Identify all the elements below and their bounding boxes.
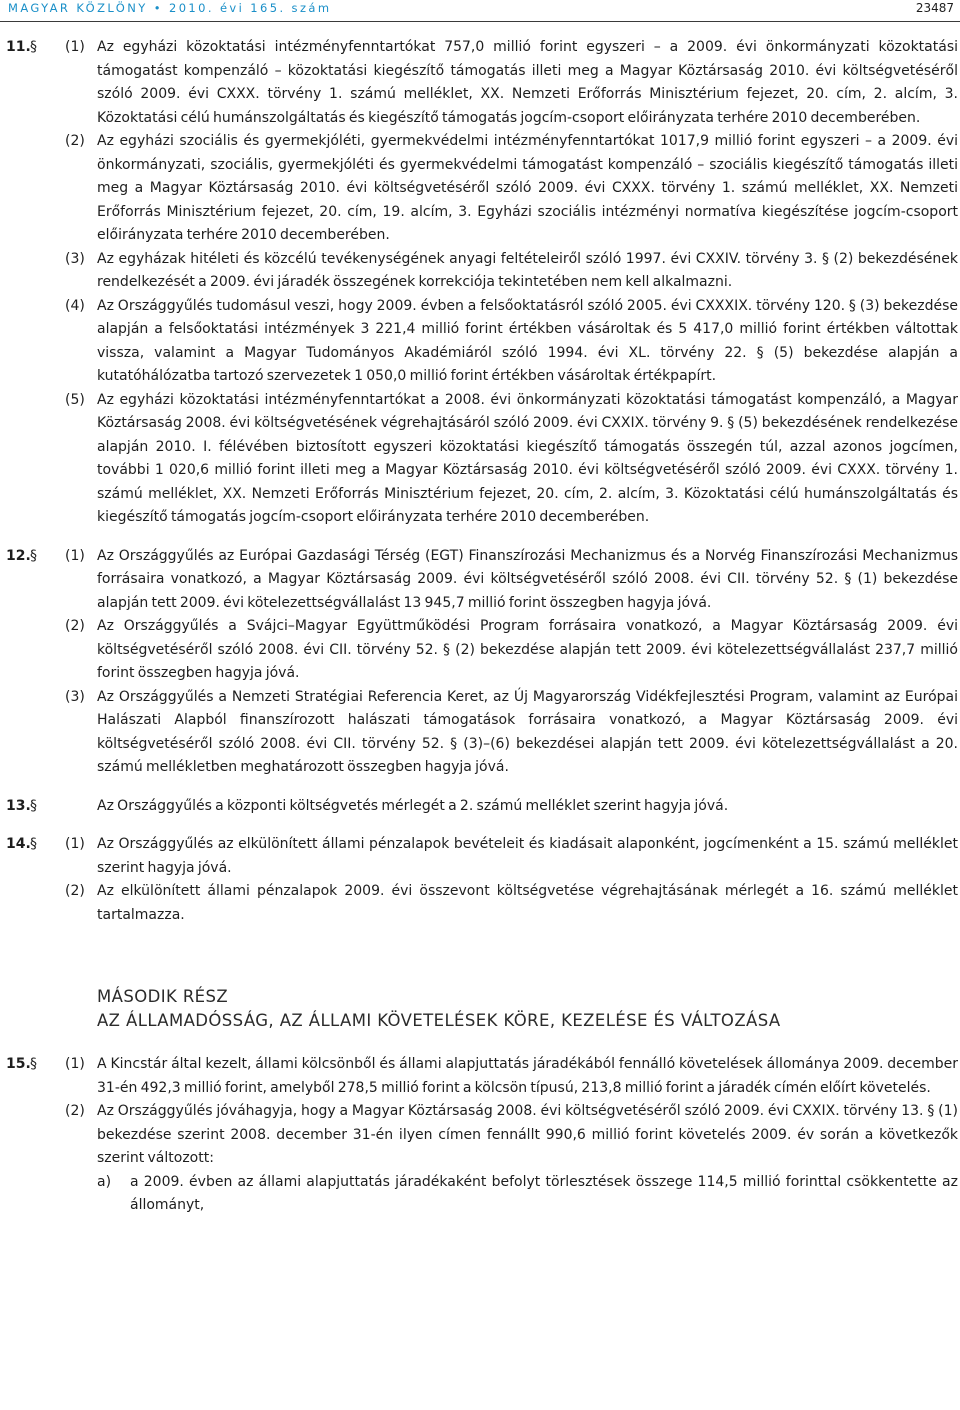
part-title: AZ ÁLLAMADÓSSÁG, AZ ÁLLAMI KÖVETELÉSEK KÖRE, KEZELÉSE ÉS VÁLTOZÁSA <box>97 1011 781 1030</box>
paragraph-text: Az Országgyűlés az elkülönített állami pénzalapok bevételeit és kiadásait alaponként, jogcímenként a 15. számú melléklet szerint hagyja jóvá. <box>97 836 958 876</box>
document-body <box>0 36 960 1218</box>
paragraph <box>65 686 958 780</box>
paragraph-number: (3) <box>65 688 85 705</box>
paragraph-text: Az Országgyűlés a Svájci–Magyar Együttműködési Program forrásaira vonatkozó, a Magyar Köztársaság 2009. évi költségvetéséről szóló 2008. évi CII. törvény 52. § (2) bekezdése alapján tett 2009. évi kötelezettségvállalást 237,7 millió forint összegben hagyja jóvá. <box>97 618 958 681</box>
paragraph-number: (4) <box>65 297 85 314</box>
journal-title: MAGYAR KÖZLÖNY • 2010. évi 165. szám <box>8 1 332 15</box>
paragraph-number: (1) <box>65 39 85 55</box>
section-symbol: § <box>30 797 37 814</box>
paragraph <box>65 545 958 616</box>
paragraph <box>97 795 958 819</box>
paragraph-number: (3) <box>65 250 85 267</box>
paragraph-text: Az Országgyűlés a központi költségvetés mérlegét a 2. számú melléklet szerint hagyja jóvá. <box>97 797 729 814</box>
list-item-label: a) <box>97 1173 112 1190</box>
paragraph <box>65 36 958 130</box>
paragraph <box>65 389 958 530</box>
section-number: 12. <box>6 547 31 564</box>
header-rule <box>0 21 960 22</box>
paragraph-text: Az Országgyűlés a Nemzeti Stratégiai Referencia Keret, az Új Magyarország Vidékfejlesztési Program, valamint az Európai Halászati Alapból finanszírozott halászati támogatások forrásaira vonatkozó, a Magyar Köztársaság 2009. évi költségvetéséről szóló 2008. évi CII. törvény 52. § (3)–(6) bekezdései alapján tett 2009. évi kötelezettségvállalást a 20. számú mellékletben meghatározott összegben hagyja jóvá. <box>97 688 958 775</box>
paragraph-number: (2) <box>65 883 85 899</box>
list-item-text: a 2009. évben az állami alapjuttatás járadékaként befolyt törlesztések összege 114,5 millió forinttal csökkentette az állományt, <box>130 1173 958 1213</box>
section-11 <box>0 36 960 530</box>
paragraph <box>65 1100 958 1218</box>
list-item <box>97 1171 958 1218</box>
paragraph-text: A Kincstár által kezelt, állami kölcsönből és állami alapjuttatás járadékából fennálló követelések állománya 2009. december 31-én 492,3 millió forint, amelyből 278,5 millió forint a kölcsön típusú, 213,8 millió forint a járadék címén előírt követelés. <box>97 1056 958 1096</box>
section-13 <box>0 795 960 819</box>
paragraph <box>65 248 958 295</box>
paragraph <box>65 1053 958 1100</box>
paragraph-text: Az egyházak hitéleti és közcélú tevékenységének anyagi feltételeiről szóló 1997. évi CXXIV. törvény 3. § (2) bekezdésének rendelkezését a 2009. évi járadék összegének korrekciója tekintetében nem kell alkalmazni. <box>97 250 958 290</box>
paragraph-text: Az egyházi közoktatási intézményfenntartókat a 2008. évi önkormányzati közoktatási támogatást kompenzáló, a Magyar Köztársaság 2008. évi költségvetésének végrehajtásáról szóló 2009. évi CXXIX. törvény 9. § (5) bekezdésének rendelkezése alapján 2010. I. félévében biztosított egyszeri közoktatási kiegészítő támogatás összegén túl, azzal azonos jogcímen, további 1 020,6 millió forint illeti meg a Magyar Köztársaság 2010. évi költségvetéséről szóló 2009. évi CXXX. törvény 1. számú melléklet, XX. Nemzeti Erőforrás Minisztérium fejezet, 20. cím, 2. alcím, 3. Közoktatási célú humánszolgáltatás és kiegészítő támogatás jogcím-csoport előirányzata terhére 2010 decemberében. <box>97 391 958 525</box>
paragraph <box>65 880 958 927</box>
paragraph-text: Az elkülönített állami pénzalapok 2009. évi összevont költségvetése végrehajtásának mérlegét a 16. számú melléklet tartalmazza. <box>97 883 958 923</box>
section-12 <box>0 545 960 780</box>
paragraph-number: (1) <box>65 547 85 564</box>
part-label: MÁSODIK RÉSZ <box>97 987 229 1006</box>
section-symbol: § <box>30 547 37 564</box>
section-number: 15. <box>6 1056 31 1072</box>
paragraph-number: (1) <box>65 836 85 852</box>
paragraph <box>65 130 958 248</box>
section-15 <box>0 1053 960 1218</box>
section-number: 14. <box>6 836 31 852</box>
paragraph-text: Az Országgyűlés jóváhagyja, hogy a Magyar Köztársaság 2008. évi költségvetéséről szóló 2009. évi CXXIX. törvény 13. § (1) bekezdése szerint 2008. december 31-én ilyen címen fennállt 990,6 millió forint követelés 2009. év során a következők szerint változott: <box>97 1103 958 1166</box>
page-number: 23487 <box>915 1 954 15</box>
paragraph-text: Az Országgyűlés tudomásul veszi, hogy 2009. évben a felsőoktatásról szóló 2005. évi CXXXIX. törvény 120. § (3) bekezdése alapján a felsőoktatási intézmények 3 221,4 millió forint értékben vásároltak és 5 417,0 millió forint értékben váltottak vissza, valamint a Magyar Tudományos Akadémiáról szóló 1994. évi XL. törvény 22. § (5) bekezdése alapján a kutatóhálózatba tartozó szervezetek 1 050,0 millió forint értékben vásároltak értékpapírt. <box>97 297 958 384</box>
paragraph-text: Az Országgyűlés az Európai Gazdasági Térség (EGT) Finanszírozási Mechanizmus és a Norvég Finanszírozási Mechanizmus forrásaira vonatkozó, a Magyar Köztársaság 2009. évi költségvetéséről szóló 2008. évi CII. törvény 52. § (1) bekezdése alapján tett 2009. évi kötelezettségvállalást 13 945,7 millió forint összegben hagyja jóvá. <box>97 547 958 611</box>
paragraph <box>65 615 958 686</box>
paragraph-number: (1) <box>65 1056 85 1072</box>
paragraph <box>65 833 958 880</box>
paragraph-text: Az egyházi közoktatási intézményfenntartókat 757,0 millió forint egyszeri – a 2009. évi önkormányzati közoktatási támogatást kompenzáló – közoktatási kiegészítő támogatás illeti meg a Magyar Köztársaság 2010. évi költségvetéséről szóló 2009. évi CXXX. törvény 1. számú melléklet, XX. Nemzeti Erőforrás Minisztérium fejezet, 20. cím, 2. alcím, 3. Közoktatási célú humánszolgáltatás és kiegészítő támogatás jogcím-csoport előirányzata terhére 2010 decemberében. <box>97 39 958 126</box>
part-heading <box>97 985 960 1033</box>
section-number: 11. <box>6 39 31 55</box>
paragraph-number: (2) <box>65 618 85 634</box>
section-symbol: § <box>30 1056 37 1072</box>
section-14 <box>0 833 960 927</box>
paragraph <box>65 295 958 389</box>
section-symbol: § <box>30 836 37 852</box>
paragraph-number: (2) <box>65 133 85 149</box>
paragraph-number: (5) <box>65 391 85 408</box>
paragraph-number: (2) <box>65 1103 85 1119</box>
running-header <box>0 0 960 16</box>
paragraph-text: Az egyházi szociális és gyermekjóléti, gyermekvédelmi intézményfenntartókat 1017,9 millió forint egyszeri – a 2009. évi önkormányzati, szociális, gyermekjóléti és gyermekvédelmi támogatást kompenzáló – szociális kiegészítő támogatás illeti meg a Magyar Köztársaság 2010. évi költségvetéséről szóló 2009. évi CXXX. törvény 1. számú melléklet, XX. Nemzeti Erőforrás Minisztérium fejezet, 20. cím, 19. alcím, 3. Egyházi szociális intézményi normatíva kiegészítése jogcím-csoport előirányzata terhére 2010 decemberében. <box>97 133 958 243</box>
section-symbol: § <box>30 39 37 55</box>
section-number: 13. <box>6 797 31 814</box>
